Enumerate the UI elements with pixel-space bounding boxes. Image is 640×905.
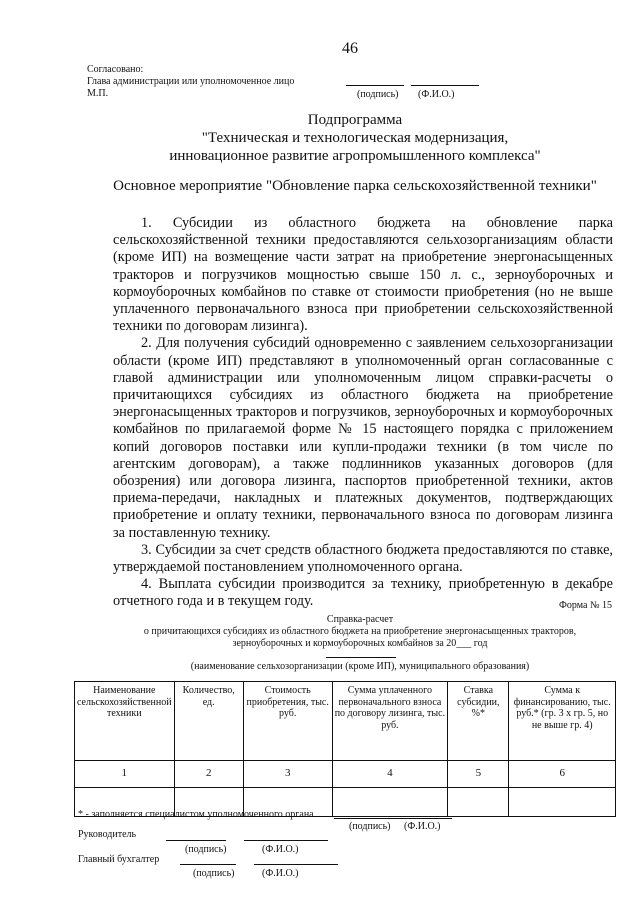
column-number: 5 xyxy=(448,761,509,788)
column-number-row xyxy=(75,761,616,788)
column-header: Сумма к финансированию, тыс. руб.* (гр. 3 х гр. 5, но не выше гр. 4) xyxy=(509,682,616,761)
org-caption: (наименование сельхозорганизации (кроме ИП), муниципального образования) xyxy=(190,661,530,672)
subprogram-title: Подпрограмма xyxy=(307,112,403,128)
approval-line-2: Глава администрации или уполномоченное лицо xyxy=(87,76,295,87)
paragraph-3: 3. Субсидии за счет средств областного бюджета предоставляются по ставке, утверждаемой постановлением уполномоченного органа. xyxy=(113,541,613,576)
paragraph-1: 1. Субсидии из областного бюджета на обновление парка сельскохозяйственной техники предоставляются сельхозорганизациям области (кроме ИП) на возмещение части затрат на приобретение энергонасыщенных тракторов и погрузчиков мощностью свыше 150 л. с., зерноуборочных и кормоуборочных комбайнов по ставке от стоимости приобретения (но не выше уплаченного первоначального взноса при приобретении сельскохозяйственной техники по договорам лизинга). xyxy=(113,215,613,335)
footnote: * - заполняется специалистом уполномоченного органа xyxy=(78,809,314,820)
column-number: 2 xyxy=(174,761,243,788)
column-header: Сумма уплаченного первоначального взноса по договору лизинга, тыс. руб. xyxy=(332,682,448,761)
subsidy-calculation-table xyxy=(74,681,616,817)
head-name-label: (Ф.И.О.) xyxy=(262,844,299,855)
body-text xyxy=(113,215,613,611)
column-header: Наименование сельскохозяйственной техники xyxy=(75,682,175,761)
page-number: 46 xyxy=(342,40,358,57)
approval-block xyxy=(87,64,294,100)
form-title-block xyxy=(70,614,640,650)
authority-name-label: (Ф.И.О.) xyxy=(404,821,441,832)
approval-signature-label: (подпись) xyxy=(357,89,399,100)
accountant-signature-label: (подпись) xyxy=(193,868,235,879)
accountant-name-label: (Ф.И.О.) xyxy=(262,868,299,879)
head-signature-line xyxy=(166,840,226,841)
approval-name-line xyxy=(411,85,479,86)
approval-line-1: Согласовано: xyxy=(87,64,144,75)
subprogram-heading xyxy=(60,111,640,165)
subprogram-name-line-1: "Техническая и технологическая модернизация, xyxy=(201,130,509,146)
authority-signature-line xyxy=(334,818,452,819)
org-name-line xyxy=(326,657,396,658)
table-cell[interactable] xyxy=(332,788,448,817)
head-signature-label: (подпись) xyxy=(185,844,227,855)
form-subtitle-1: о причитающихся субсидиях из областного бюджета на приобретение энергонасыщенных тракторов, xyxy=(143,626,577,637)
column-header: Стоимость приобретения, тыс. руб. xyxy=(243,682,332,761)
form-subtitle-2: зерноуборочных и кормоуборочных комбайнов за 20___ год xyxy=(232,638,488,649)
table-header-row xyxy=(75,682,616,761)
column-header: Количество, ед. xyxy=(174,682,243,761)
form-title: Справка-расчет xyxy=(326,614,394,625)
column-header: Ставка субсидии, %* xyxy=(448,682,509,761)
column-number: 3 xyxy=(243,761,332,788)
column-number: 4 xyxy=(332,761,448,788)
table-cell[interactable] xyxy=(509,788,616,817)
head-label: Руководитель xyxy=(78,829,137,840)
paragraph-4: 4. Выплата субсидии производится за технику, приобретенную в декабре отчетного года и в текущем году. xyxy=(113,576,613,610)
column-number: 1 xyxy=(75,761,175,788)
approval-signature-line xyxy=(346,85,404,86)
accountant-label: Главный бухгалтер xyxy=(78,854,160,865)
column-number: 6 xyxy=(509,761,616,788)
approval-line-3: М.П. xyxy=(87,88,109,99)
approval-name-label: (Ф.И.О.) xyxy=(418,89,455,100)
authority-signature-label: (подпись) xyxy=(349,821,391,832)
accountant-name-line xyxy=(254,864,338,865)
head-name-line xyxy=(244,840,328,841)
form-number: Форма № 15 xyxy=(559,600,612,611)
paragraph-2: 2. Для получения субсидий одновременно с заявлением сельхозорганизации области (кроме ИП) представляют в уполномоченный орган согласованные с главой администрации или уполномоченным лицом справки-расчеты о причитающихся субсидиях из областного бюджета на приобретение энергонасыщенных тракторов и погрузчиков, зерноуборочных и кормоуборочных комбайнов по прилагаемой форме № 15 настоящего порядка с приложением копий договоров поставки или купли-продажи техники (в том числе по агентским договорам), а также подлинников указанных договоров (для обозрения) или договора лизинга, паспортов приобретенной техники, актов приема-передачи, накладных и платежных документов, подтверждающих приобретение и оплату техники, первоначального взноса по договорам лизинга за поставленную технику. xyxy=(113,335,613,541)
accountant-signature-line xyxy=(180,864,236,865)
table-cell[interactable] xyxy=(448,788,509,817)
main-event-heading: Основное мероприятие "Обновление парка сельскохозяйственной техники" xyxy=(113,178,597,194)
subprogram-name-line-2: инновационное развитие агропромышленного комплекса" xyxy=(169,148,541,164)
